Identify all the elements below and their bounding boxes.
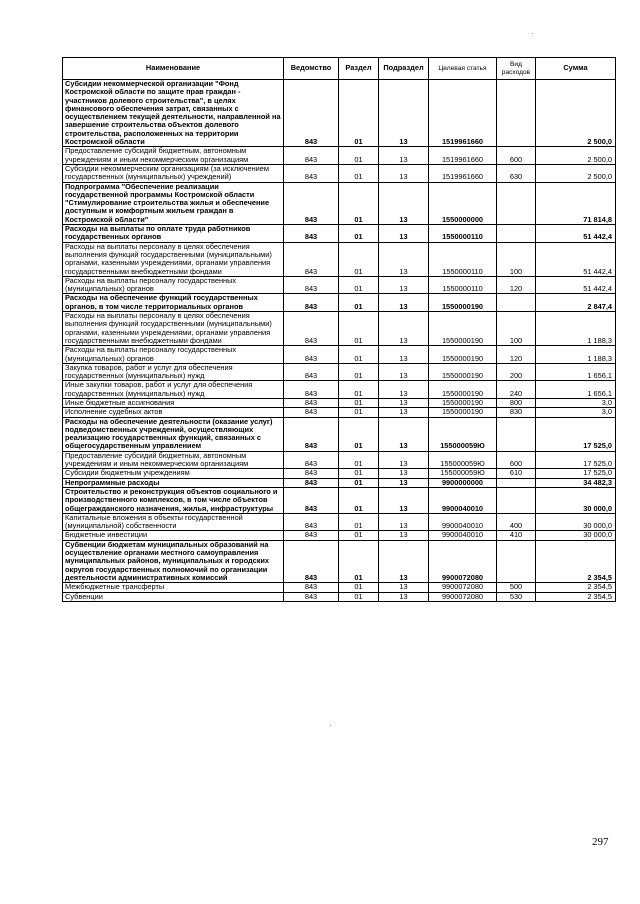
- cell-razdel: 01: [339, 540, 379, 582]
- cell-ved: 843: [284, 513, 339, 531]
- cell-name: Расходы на выплаты персоналу государственных (муниципальных) органов: [63, 346, 284, 364]
- cell-sum: 3,0: [536, 408, 616, 417]
- cell-article: 9900040010: [429, 487, 497, 513]
- cell-name: Иные бюджетные ассигнования: [63, 398, 284, 407]
- cell-razdel: 01: [339, 164, 379, 182]
- header-vid: Вид расходов: [497, 58, 536, 80]
- header-ved: Ведомство: [284, 58, 339, 80]
- cell-name: Иные закупки товаров, работ и услуг для обеспечения государственных (муниципальных) нужд: [63, 381, 284, 399]
- cell-ved: 843: [284, 583, 339, 592]
- cell-ved: 843: [284, 346, 339, 364]
- cell-sum: 3,0: [536, 398, 616, 407]
- cell-name: Предоставление субсидий бюджетным, автономным учреждениям и иным некоммерческим организациям: [63, 147, 284, 165]
- cell-vid: [497, 487, 536, 513]
- table-row: [63, 540, 616, 582]
- table-row: [63, 363, 616, 381]
- cell-vid: 500: [497, 583, 536, 592]
- cell-ved: 843: [284, 381, 339, 399]
- cell-razdel: 01: [339, 592, 379, 601]
- table-row: [63, 381, 616, 399]
- cell-name: Подпрограмма "Обеспечение реализации государственной программы Костромской области "Стимулирование строительства жилья и обеспечение доступным и комфортным жильем граждан в Костромской области": [63, 182, 284, 224]
- cell-sum: 17 525,0: [536, 451, 616, 469]
- cell-ved: 843: [284, 478, 339, 487]
- cell-ved: 843: [284, 469, 339, 478]
- cell-sum: 2 500,0: [536, 147, 616, 165]
- cell-article: 9900072080: [429, 583, 497, 592]
- cell-razdel: 01: [339, 451, 379, 469]
- cell-razdel: 01: [339, 182, 379, 224]
- cell-podrazdel: 13: [379, 540, 429, 582]
- table-row: [63, 487, 616, 513]
- cell-name: Предоставление субсидий бюджетным, автономным учреждениям и иным некоммерческим организациям: [63, 451, 284, 469]
- cell-podrazdel: 13: [379, 80, 429, 147]
- cell-name: Непрограммные расходы: [63, 478, 284, 487]
- cell-vid: [497, 540, 536, 582]
- header-razdel: Раздел: [339, 58, 379, 80]
- cell-name: Субвенции: [63, 592, 284, 601]
- cell-sum: 1 656,1: [536, 363, 616, 381]
- cell-name: Расходы на выплаты персоналу в целях обеспечения выполнения функций государственными (муниципальными) органами, казенными учреждениями, органами управления государственными внебюджетными фондами: [63, 242, 284, 276]
- table-body: [63, 80, 616, 602]
- cell-podrazdel: 13: [379, 276, 429, 294]
- table-row: [63, 408, 616, 417]
- cell-vid: 630: [497, 164, 536, 182]
- cell-sum: 2 500,0: [536, 80, 616, 147]
- cell-ved: 843: [284, 487, 339, 513]
- cell-razdel: 01: [339, 242, 379, 276]
- cell-name: Расходы на выплаты персоналу государственных (муниципальных) органов: [63, 276, 284, 294]
- budget-table: [62, 57, 616, 602]
- cell-article: 1550000190: [429, 381, 497, 399]
- cell-razdel: 01: [339, 469, 379, 478]
- cell-article: 1550000190: [429, 363, 497, 381]
- cell-podrazdel: 13: [379, 451, 429, 469]
- cell-name: Расходы на выплаты по оплате труда работников государственных органов: [63, 225, 284, 243]
- cell-razdel: 01: [339, 80, 379, 147]
- cell-vid: 600: [497, 451, 536, 469]
- cell-razdel: 01: [339, 583, 379, 592]
- cell-vid: 100: [497, 242, 536, 276]
- cell-razdel: 01: [339, 398, 379, 407]
- cell-vid: 530: [497, 592, 536, 601]
- cell-sum: 2 847,4: [536, 294, 616, 312]
- cell-razdel: 01: [339, 531, 379, 540]
- cell-podrazdel: 13: [379, 592, 429, 601]
- cell-name: Субсидии бюджетным учреждениям: [63, 469, 284, 478]
- cell-name: Субвенции бюджетам муниципальных образований на осуществление органами местного самоуправления муниципальных районов, муниципальных и городских округов государственных полномочий по организации деятельности административных комиссий: [63, 540, 284, 582]
- cell-ved: 843: [284, 540, 339, 582]
- cell-vid: [497, 417, 536, 451]
- cell-vid: 400: [497, 513, 536, 531]
- cell-razdel: 01: [339, 363, 379, 381]
- cell-razdel: 01: [339, 478, 379, 487]
- table-row: [63, 312, 616, 346]
- cell-name: Капитальные вложения в объекты государственной (муниципальной) собственности: [63, 513, 284, 531]
- cell-razdel: 01: [339, 276, 379, 294]
- cell-vid: 800: [497, 398, 536, 407]
- cell-article: 9900072080: [429, 540, 497, 582]
- cell-ved: 843: [284, 242, 339, 276]
- table-row: [63, 182, 616, 224]
- table-row: [63, 583, 616, 592]
- cell-name: Субсидии некоммерческим организациям (за исключением государственных (муниципальных) учреждений): [63, 164, 284, 182]
- table-row: [63, 346, 616, 364]
- cell-podrazdel: 13: [379, 225, 429, 243]
- cell-podrazdel: 13: [379, 164, 429, 182]
- cell-podrazdel: 13: [379, 408, 429, 417]
- cell-sum: 51 442,4: [536, 242, 616, 276]
- cell-sum: 2 354,5: [536, 540, 616, 582]
- cell-ved: 843: [284, 147, 339, 165]
- cell-article: 9900040010: [429, 513, 497, 531]
- cell-article: 9900072080: [429, 592, 497, 601]
- cell-podrazdel: 13: [379, 531, 429, 540]
- cell-article: 9900040010: [429, 531, 497, 540]
- cell-vid: [497, 294, 536, 312]
- cell-ved: 843: [284, 398, 339, 407]
- cell-podrazdel: 13: [379, 147, 429, 165]
- cell-name: Расходы на обеспечение функций государственных органов, в том числе территориальных органов: [63, 294, 284, 312]
- cell-vid: [497, 80, 536, 147]
- cell-sum: 71 814,8: [536, 182, 616, 224]
- cell-vid: 120: [497, 346, 536, 364]
- cell-podrazdel: 13: [379, 312, 429, 346]
- table-row: [63, 164, 616, 182]
- table-row: [63, 451, 616, 469]
- scan-speck: ·: [329, 721, 332, 730]
- cell-article: 1550000110: [429, 276, 497, 294]
- cell-ved: 843: [284, 182, 339, 224]
- cell-article: 1519961660: [429, 147, 497, 165]
- cell-razdel: 01: [339, 408, 379, 417]
- cell-podrazdel: 13: [379, 363, 429, 381]
- cell-podrazdel: 13: [379, 513, 429, 531]
- table-row: [63, 225, 616, 243]
- cell-article: 1550000110: [429, 242, 497, 276]
- cell-name: Расходы на обеспечение деятельности (оказание услуг) подведомственных учреждений, осуществляющих реализацию государственных функций, связанных с общегосударственным управлением: [63, 417, 284, 451]
- table-row: [63, 417, 616, 451]
- cell-sum: 51 442,4: [536, 225, 616, 243]
- table-row: [63, 592, 616, 601]
- cell-vid: [497, 478, 536, 487]
- cell-vid: 610: [497, 469, 536, 478]
- cell-podrazdel: 13: [379, 398, 429, 407]
- header-article: Целевая статья: [429, 58, 497, 80]
- cell-ved: 843: [284, 312, 339, 346]
- cell-vid: 200: [497, 363, 536, 381]
- header-name: Наименование: [63, 58, 284, 80]
- cell-ved: 843: [284, 276, 339, 294]
- cell-ved: 843: [284, 225, 339, 243]
- cell-podrazdel: 13: [379, 478, 429, 487]
- cell-razdel: 01: [339, 294, 379, 312]
- cell-ved: 843: [284, 294, 339, 312]
- cell-vid: 120: [497, 276, 536, 294]
- cell-article: 155000059Ю: [429, 417, 497, 451]
- cell-name: Исполнение судебных актов: [63, 408, 284, 417]
- cell-vid: 600: [497, 147, 536, 165]
- cell-name: Расходы на выплаты персоналу в целях обеспечения выполнения функций государственными (муниципальными) органами, казенными учреждениями, органами управления государственными внебюджетными фондами: [63, 312, 284, 346]
- page-number: 297: [592, 836, 609, 848]
- cell-podrazdel: 13: [379, 469, 429, 478]
- cell-sum: 17 525,0: [536, 469, 616, 478]
- cell-ved: 843: [284, 451, 339, 469]
- header-podrazdel: Подраздел: [379, 58, 429, 80]
- cell-sum: 1 656,1: [536, 381, 616, 399]
- cell-vid: 100: [497, 312, 536, 346]
- cell-name: Субсидии некоммерческой организации "Фонд Костромской области по защите прав граждан - участников долевого строительства", в целях финансового обеспечения затрат, связанных с осуществлением текущей деятельности, направленной на завершение строительства объектов долевого строительства, расположенных на территории Костромской области: [63, 80, 284, 147]
- cell-razdel: 01: [339, 225, 379, 243]
- cell-razdel: 01: [339, 513, 379, 531]
- cell-sum: 30 000,0: [536, 531, 616, 540]
- cell-article: 155000059Ю: [429, 451, 497, 469]
- cell-razdel: 01: [339, 346, 379, 364]
- cell-article: 9900000000: [429, 478, 497, 487]
- cell-razdel: 01: [339, 147, 379, 165]
- cell-article: 1550000190: [429, 408, 497, 417]
- cell-vid: [497, 182, 536, 224]
- cell-podrazdel: 13: [379, 583, 429, 592]
- cell-podrazdel: 13: [379, 182, 429, 224]
- cell-sum: 1 188,3: [536, 346, 616, 364]
- cell-vid: 830: [497, 408, 536, 417]
- cell-ved: 843: [284, 408, 339, 417]
- table-row: [63, 242, 616, 276]
- cell-article: 1519961660: [429, 80, 497, 147]
- cell-ved: 843: [284, 164, 339, 182]
- table-row: [63, 531, 616, 540]
- cell-sum: 30 000,0: [536, 487, 616, 513]
- table-row: [63, 147, 616, 165]
- cell-name: Закупка товаров, работ и услуг для обеспечения государственных (муниципальных) нужд: [63, 363, 284, 381]
- cell-podrazdel: 13: [379, 346, 429, 364]
- cell-sum: 1 188,3: [536, 312, 616, 346]
- cell-article: 1550000000: [429, 182, 497, 224]
- cell-sum: 2 500,0: [536, 164, 616, 182]
- cell-name: Межбюджетные трансферты: [63, 583, 284, 592]
- table-row: [63, 398, 616, 407]
- cell-sum: 2 354,5: [536, 583, 616, 592]
- cell-ved: 843: [284, 363, 339, 381]
- cell-podrazdel: 13: [379, 294, 429, 312]
- cell-razdel: 01: [339, 312, 379, 346]
- cell-podrazdel: 13: [379, 417, 429, 451]
- cell-sum: 2 354,5: [536, 592, 616, 601]
- cell-vid: 410: [497, 531, 536, 540]
- cell-ved: 843: [284, 531, 339, 540]
- table-row: [63, 276, 616, 294]
- cell-article: 1550000110: [429, 225, 497, 243]
- table-row: [63, 80, 616, 147]
- cell-razdel: 01: [339, 487, 379, 513]
- table-row: [63, 478, 616, 487]
- cell-article: 1550000190: [429, 312, 497, 346]
- cell-podrazdel: 13: [379, 242, 429, 276]
- cell-article: 1550000190: [429, 398, 497, 407]
- cell-name: Строительство и реконструкция объектов социального и производственного комплексов, в том числе объектов общегражданского назначения, жилья, инфраструктуры: [63, 487, 284, 513]
- cell-podrazdel: 13: [379, 487, 429, 513]
- cell-razdel: 01: [339, 417, 379, 451]
- cell-article: 1550000190: [429, 294, 497, 312]
- cell-article: 155000059Ю: [429, 469, 497, 478]
- table-header-row: [63, 58, 616, 80]
- cell-razdel: 01: [339, 381, 379, 399]
- cell-vid: 240: [497, 381, 536, 399]
- cell-sum: 17 525,0: [536, 417, 616, 451]
- table-row: [63, 294, 616, 312]
- cell-name: Бюджетные инвестиции: [63, 531, 284, 540]
- cell-article: 1519961660: [429, 164, 497, 182]
- table-row: [63, 469, 616, 478]
- cell-ved: 843: [284, 592, 339, 601]
- cell-sum: 30 000,0: [536, 513, 616, 531]
- cell-sum: 34 482,3: [536, 478, 616, 487]
- cell-ved: 843: [284, 417, 339, 451]
- table-row: [63, 513, 616, 531]
- cell-sum: 51 442,4: [536, 276, 616, 294]
- cell-vid: [497, 225, 536, 243]
- cell-ved: 843: [284, 80, 339, 147]
- header-sum: Сумма: [536, 58, 616, 80]
- scan-speck: ·: [531, 29, 534, 38]
- cell-podrazdel: 13: [379, 381, 429, 399]
- cell-article: 1550000190: [429, 346, 497, 364]
